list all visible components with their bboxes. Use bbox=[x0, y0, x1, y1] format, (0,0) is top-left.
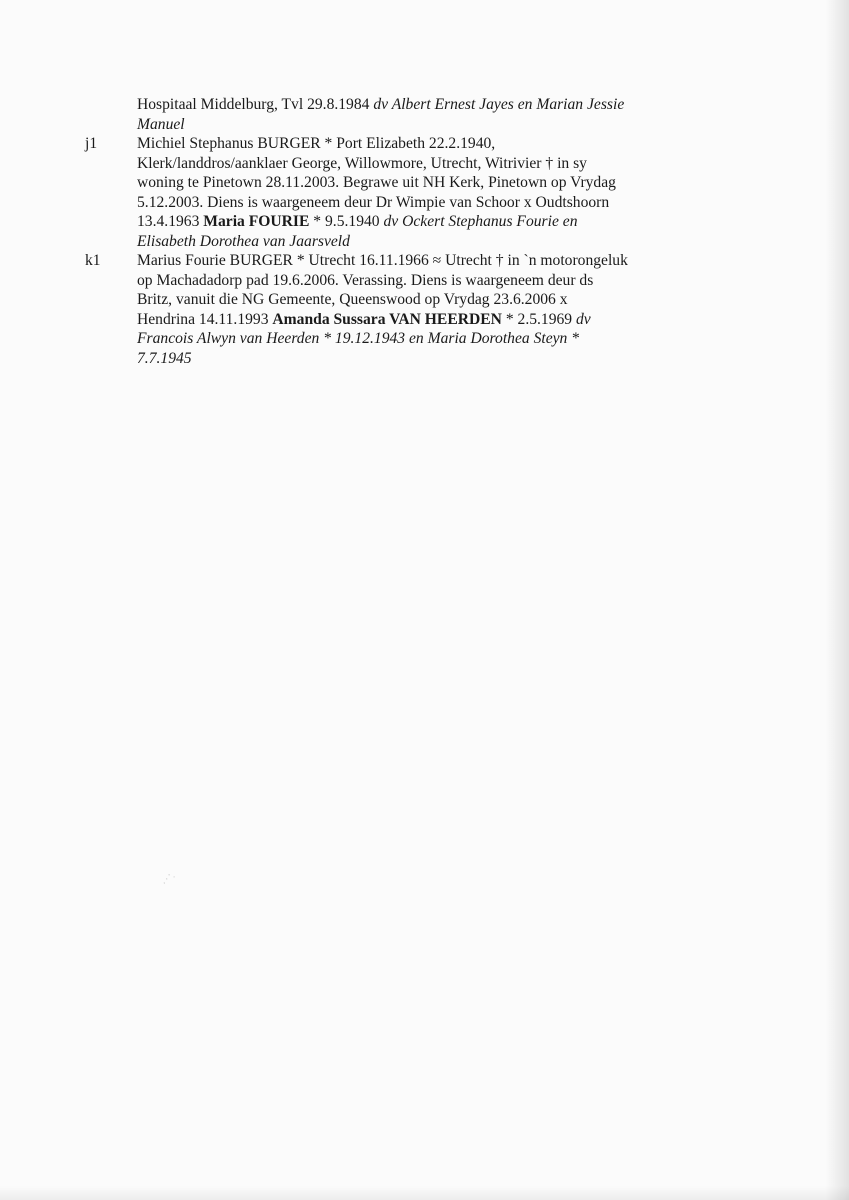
text-line bbox=[137, 310, 705, 330]
text-run: Hendrina 14.11.1993 bbox=[137, 310, 273, 328]
text-line bbox=[137, 232, 705, 252]
text-line bbox=[137, 134, 705, 154]
genealogy-text bbox=[85, 95, 705, 368]
text-run: Marius Fourie BURGER * Utrecht 16.11.1966 ≈ Utrecht † in `n motorongeluk bbox=[137, 252, 628, 269]
parents-text: Manuel bbox=[137, 115, 185, 133]
text-line bbox=[137, 193, 705, 213]
entry-continuation bbox=[85, 95, 705, 134]
parents-text: Francois Alwyn van Heerden * 19.12.1943 en Maria Dorothea Steyn * bbox=[137, 330, 580, 347]
text-line bbox=[137, 154, 705, 174]
scan-edge-shadow bbox=[825, 0, 849, 1200]
text-line bbox=[137, 251, 705, 271]
parents-text: dv Albert Ernest Jayes en Marian Jessie bbox=[373, 96, 625, 113]
text-run: Michiel Stephanus BURGER * Port Elizabeth 22.2.1940, bbox=[137, 135, 496, 152]
text-line bbox=[137, 329, 705, 349]
text-line bbox=[137, 290, 705, 310]
text-line bbox=[137, 349, 705, 369]
text-run: * 9.5.1940 bbox=[309, 213, 384, 230]
text-line bbox=[137, 173, 705, 193]
text-run: woning te Pinetown 28.11.2003. Begrawe uit NH Kerk, Pinetown op Vrydag bbox=[137, 174, 616, 191]
text-line bbox=[137, 271, 705, 291]
spouse-name: Amanda Sussara VAN HEERDEN bbox=[272, 310, 502, 328]
text-run: Britz, vanuit die NG Gemeente, Queenswood op Vrydag 23.6.2006 x bbox=[137, 291, 568, 308]
entry-label: j1 bbox=[85, 135, 98, 152]
text-run: 13.4.1963 bbox=[137, 213, 204, 230]
text-line bbox=[137, 115, 705, 135]
entry-j1 bbox=[85, 134, 705, 251]
spouse-name: Maria FOURIE bbox=[203, 213, 310, 230]
text-line bbox=[137, 95, 705, 115]
parents-text: Elisabeth Dorothea van Jaarsveld bbox=[137, 232, 350, 250]
entry-label: k1 bbox=[85, 252, 101, 269]
scan-edge-shadow bbox=[0, 1186, 849, 1200]
parents-text: dv Ockert Stephanus Fourie en bbox=[383, 213, 578, 230]
entry-k1 bbox=[85, 251, 705, 368]
parents-text: 7.7.1945 bbox=[137, 349, 192, 367]
text-run: * 2.5.1969 bbox=[501, 310, 576, 328]
text-run: Klerk/landdros/aanklaer George, Willowmore, Utrecht, Witrivier † in sy bbox=[137, 154, 587, 172]
scan-smudge: ⋰· bbox=[160, 871, 179, 887]
text-run: Hospitaal Middelburg, Tvl 29.8.1984 bbox=[137, 96, 374, 113]
text-run: op Machadadorp pad 19.6.2006. Verassing. Diens is waargeneem deur ds bbox=[137, 271, 594, 289]
parents-text: dv bbox=[576, 310, 591, 328]
text-line bbox=[137, 212, 705, 232]
text-run: 5.12.2003. Diens is waargeneem deur Dr Wimpie van Schoor x Oudtshoorn bbox=[137, 193, 610, 211]
